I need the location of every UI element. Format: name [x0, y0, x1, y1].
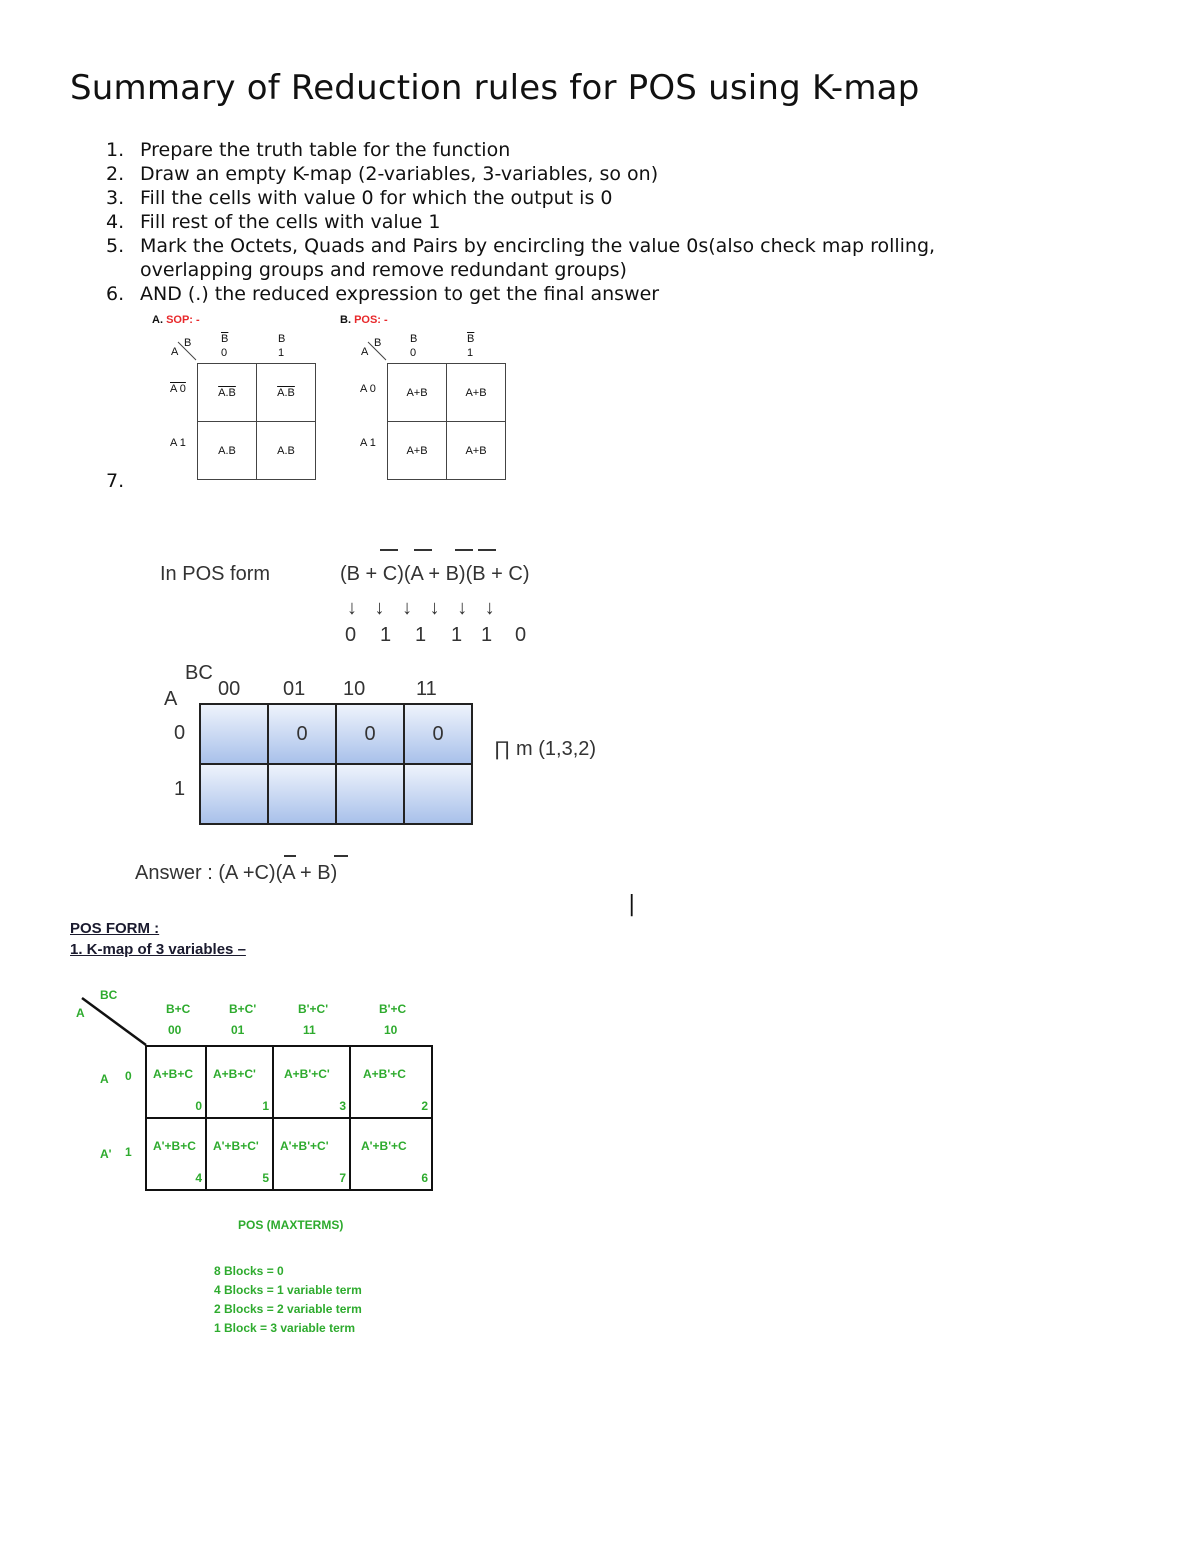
- maxterm: A'+B+C': [213, 1139, 259, 1153]
- maxterm: A+B'+C: [363, 1067, 406, 1081]
- pos-label: [340, 314, 388, 326]
- row-val: 1: [125, 1145, 132, 1159]
- sop-corner-b: B: [184, 337, 192, 349]
- bit: 1: [481, 624, 493, 646]
- sop-label-prefix: A.: [152, 314, 163, 326]
- col-header: 11: [416, 678, 437, 700]
- pos-label-text: POS: -: [354, 314, 388, 326]
- sop-col-var: $\overline{B}$: [221, 333, 229, 345]
- step-item: [100, 138, 1040, 162]
- bit: 1: [415, 624, 427, 646]
- kmap3-corner-a: A: [76, 1006, 85, 1020]
- kmap3-heading: 1. K-map of 3 variables –: [70, 941, 246, 958]
- step-number: 2.: [106, 163, 125, 185]
- maxterm: A'+B'+C: [361, 1139, 407, 1153]
- step-number: 4.: [106, 211, 125, 233]
- pos-example-kmap: [199, 703, 473, 825]
- text-cursor: |: [628, 892, 636, 917]
- kmap-cell: [388, 364, 447, 422]
- pos-row-label: A 0: [360, 383, 376, 395]
- overbars: [378, 545, 498, 555]
- kmap-cell: [273, 1046, 350, 1118]
- maxterm: A+B'+C': [284, 1067, 330, 1081]
- pos-corner-a: A: [361, 346, 369, 358]
- corner-a: A: [164, 688, 178, 710]
- kmap-cell: [198, 422, 257, 480]
- step-number: 7.: [106, 470, 125, 492]
- pos-col-val: 0: [410, 347, 417, 359]
- col-header: 01: [283, 678, 306, 700]
- kmap-cell: [447, 364, 506, 422]
- sop-label-text: SOP: -: [166, 314, 200, 326]
- rule-item: 8 Blocks = 0: [214, 1264, 284, 1278]
- rule-item: 4 Blocks = 1 variable term: [214, 1283, 362, 1297]
- cell-index: 5: [262, 1171, 269, 1185]
- kmap-cell: [200, 764, 268, 824]
- kmap3-corner-bc: BC: [100, 988, 118, 1002]
- sop-col-val: 0: [221, 347, 228, 359]
- maxterm: A+B+C': [213, 1067, 256, 1081]
- cell-index: 2: [421, 1099, 428, 1113]
- sop-row-label-text: A 0: [170, 383, 186, 395]
- arrows: ↓ ↓ ↓ ↓ ↓ ↓: [347, 597, 501, 619]
- sop-col-var: B: [278, 333, 286, 345]
- step-item: [100, 210, 1040, 234]
- pos-corner-diagonal: [366, 340, 390, 362]
- kmap3-caption: POS (MAXTERMS): [238, 1218, 344, 1232]
- maxterm: A'+B+C: [153, 1139, 196, 1153]
- kmap-cell: [146, 1046, 206, 1118]
- col-header: 10: [343, 678, 366, 700]
- kmap-cell: [273, 1118, 350, 1190]
- cell-index: 0: [195, 1099, 202, 1113]
- kmap-cell: [350, 1046, 432, 1118]
- steps-list: [100, 138, 1040, 306]
- step-number: 3.: [106, 187, 125, 209]
- kmap-cell: [146, 1118, 206, 1190]
- kmap-cell: [350, 1118, 432, 1190]
- pos-form-heading: POS FORM :: [70, 920, 160, 937]
- rule-item: 1 Block = 3 variable term: [214, 1321, 356, 1335]
- kmap-cell: [257, 422, 316, 480]
- step-text: Prepare the truth table for the function: [140, 139, 511, 161]
- kmap-cell: [198, 364, 257, 422]
- step-item: [100, 186, 1040, 210]
- sop-row-label: A 1: [170, 437, 186, 449]
- row-var: A': [100, 1147, 112, 1161]
- col-code: 10: [384, 1023, 398, 1037]
- step-number: 6.: [106, 283, 125, 305]
- sop-corner-diagonal: [176, 340, 200, 362]
- cell-index: 7: [339, 1171, 346, 1185]
- cell-text: A.B: [277, 386, 295, 399]
- step-item: [100, 234, 1040, 282]
- sop-row-label: [170, 383, 186, 395]
- col-header: 00: [218, 678, 241, 700]
- sop-kmap: [197, 363, 316, 480]
- row-var: A: [100, 1072, 109, 1086]
- bit: 1: [380, 624, 392, 646]
- bit: 0: [345, 624, 357, 646]
- kmap-cell: [447, 422, 506, 480]
- bit: 0: [515, 624, 527, 646]
- step-text: Draw an empty K-map (2-variables, 3-variables, so on): [140, 163, 659, 185]
- pos-col-var: B: [410, 333, 418, 345]
- kmap-cell: [388, 422, 447, 480]
- step-text: Mark the Octets, Quads and Pairs by encircling the value 0s(also check map rolling, overlapping groups and remove redundant groups): [140, 235, 936, 281]
- col-term: B+C': [229, 1002, 257, 1016]
- pos-col-val: 1: [467, 347, 474, 359]
- kmap-cell: [206, 1046, 273, 1118]
- page-title: Summary of Reduction rules for POS using K-map: [70, 68, 920, 108]
- kmap-cell: 0: [404, 704, 472, 764]
- cell-text: A+B: [406, 386, 428, 399]
- col-code: 00: [168, 1023, 182, 1037]
- pos-kmap: [387, 363, 506, 480]
- pos-corner-b: B: [374, 337, 382, 349]
- rule-item: 2 Blocks = 2 variable term: [214, 1302, 362, 1316]
- answer-overbars: [282, 852, 352, 860]
- corner-bc: BC: [185, 662, 213, 684]
- kmap-cell: [336, 764, 404, 824]
- step-text: Fill rest of the cells with value 1: [140, 211, 441, 233]
- kmap-cell: [268, 764, 336, 824]
- kmap3-corner-diagonal: [80, 995, 150, 1050]
- step-item: [100, 282, 1040, 306]
- cell-text: A.B: [218, 444, 236, 457]
- sop-col-val: 1: [278, 347, 285, 359]
- sop-corner-a: A: [171, 346, 179, 358]
- col-term: B'+C': [298, 1002, 329, 1016]
- row-header: 0: [174, 722, 186, 744]
- kmap-cell: [200, 704, 268, 764]
- kmap-cell: 0: [268, 704, 336, 764]
- kmap-cell: 0: [336, 704, 404, 764]
- cell-text: A+B: [465, 386, 487, 399]
- maxterm: A+B+C: [153, 1067, 194, 1081]
- pos-row-label: A 1: [360, 437, 376, 449]
- step-item: [100, 162, 1040, 186]
- bit: 1: [451, 624, 463, 646]
- product-notation: ∏ m (1,3,2): [494, 738, 597, 760]
- pos-expression: (B + C)(A + B)(B + C): [340, 563, 530, 585]
- pos-col-var: $\overline{B}$: [467, 333, 475, 345]
- cell-text: A+B: [406, 444, 428, 457]
- cell-index: 4: [195, 1171, 202, 1185]
- step-text: AND (.) the reduced expression to get the final answer: [140, 283, 660, 305]
- cell-text: A.B: [277, 444, 295, 457]
- cell-text: A.B: [218, 386, 236, 399]
- kmap-cell: [404, 764, 472, 824]
- cell-text: A+B: [465, 444, 487, 457]
- answer: Answer : (A +C)(A + B): [135, 862, 338, 884]
- kmap-cell: [206, 1118, 273, 1190]
- row-val: 0: [125, 1069, 132, 1083]
- maxterm: A'+B'+C': [280, 1139, 329, 1153]
- cell-index: 6: [421, 1171, 428, 1185]
- pos-label-prefix: B.: [340, 314, 351, 326]
- col-term: B+C: [166, 1002, 191, 1016]
- step-number: 5.: [106, 235, 125, 257]
- kmap-cell: [257, 364, 316, 422]
- in-pos-form-label: In POS form: [160, 563, 271, 585]
- row-header: 1: [174, 778, 186, 800]
- sop-label: [152, 314, 200, 326]
- col-code: 01: [231, 1023, 245, 1037]
- col-code: 11: [303, 1023, 316, 1037]
- kmap3-grid: [145, 1045, 433, 1191]
- col-term: B'+C: [379, 1002, 407, 1016]
- cell-index: 3: [339, 1099, 346, 1113]
- step-text: Fill the cells with value 0 for which the output is 0: [140, 187, 613, 209]
- cell-index: 1: [262, 1099, 269, 1113]
- step-number: 1.: [106, 139, 125, 161]
